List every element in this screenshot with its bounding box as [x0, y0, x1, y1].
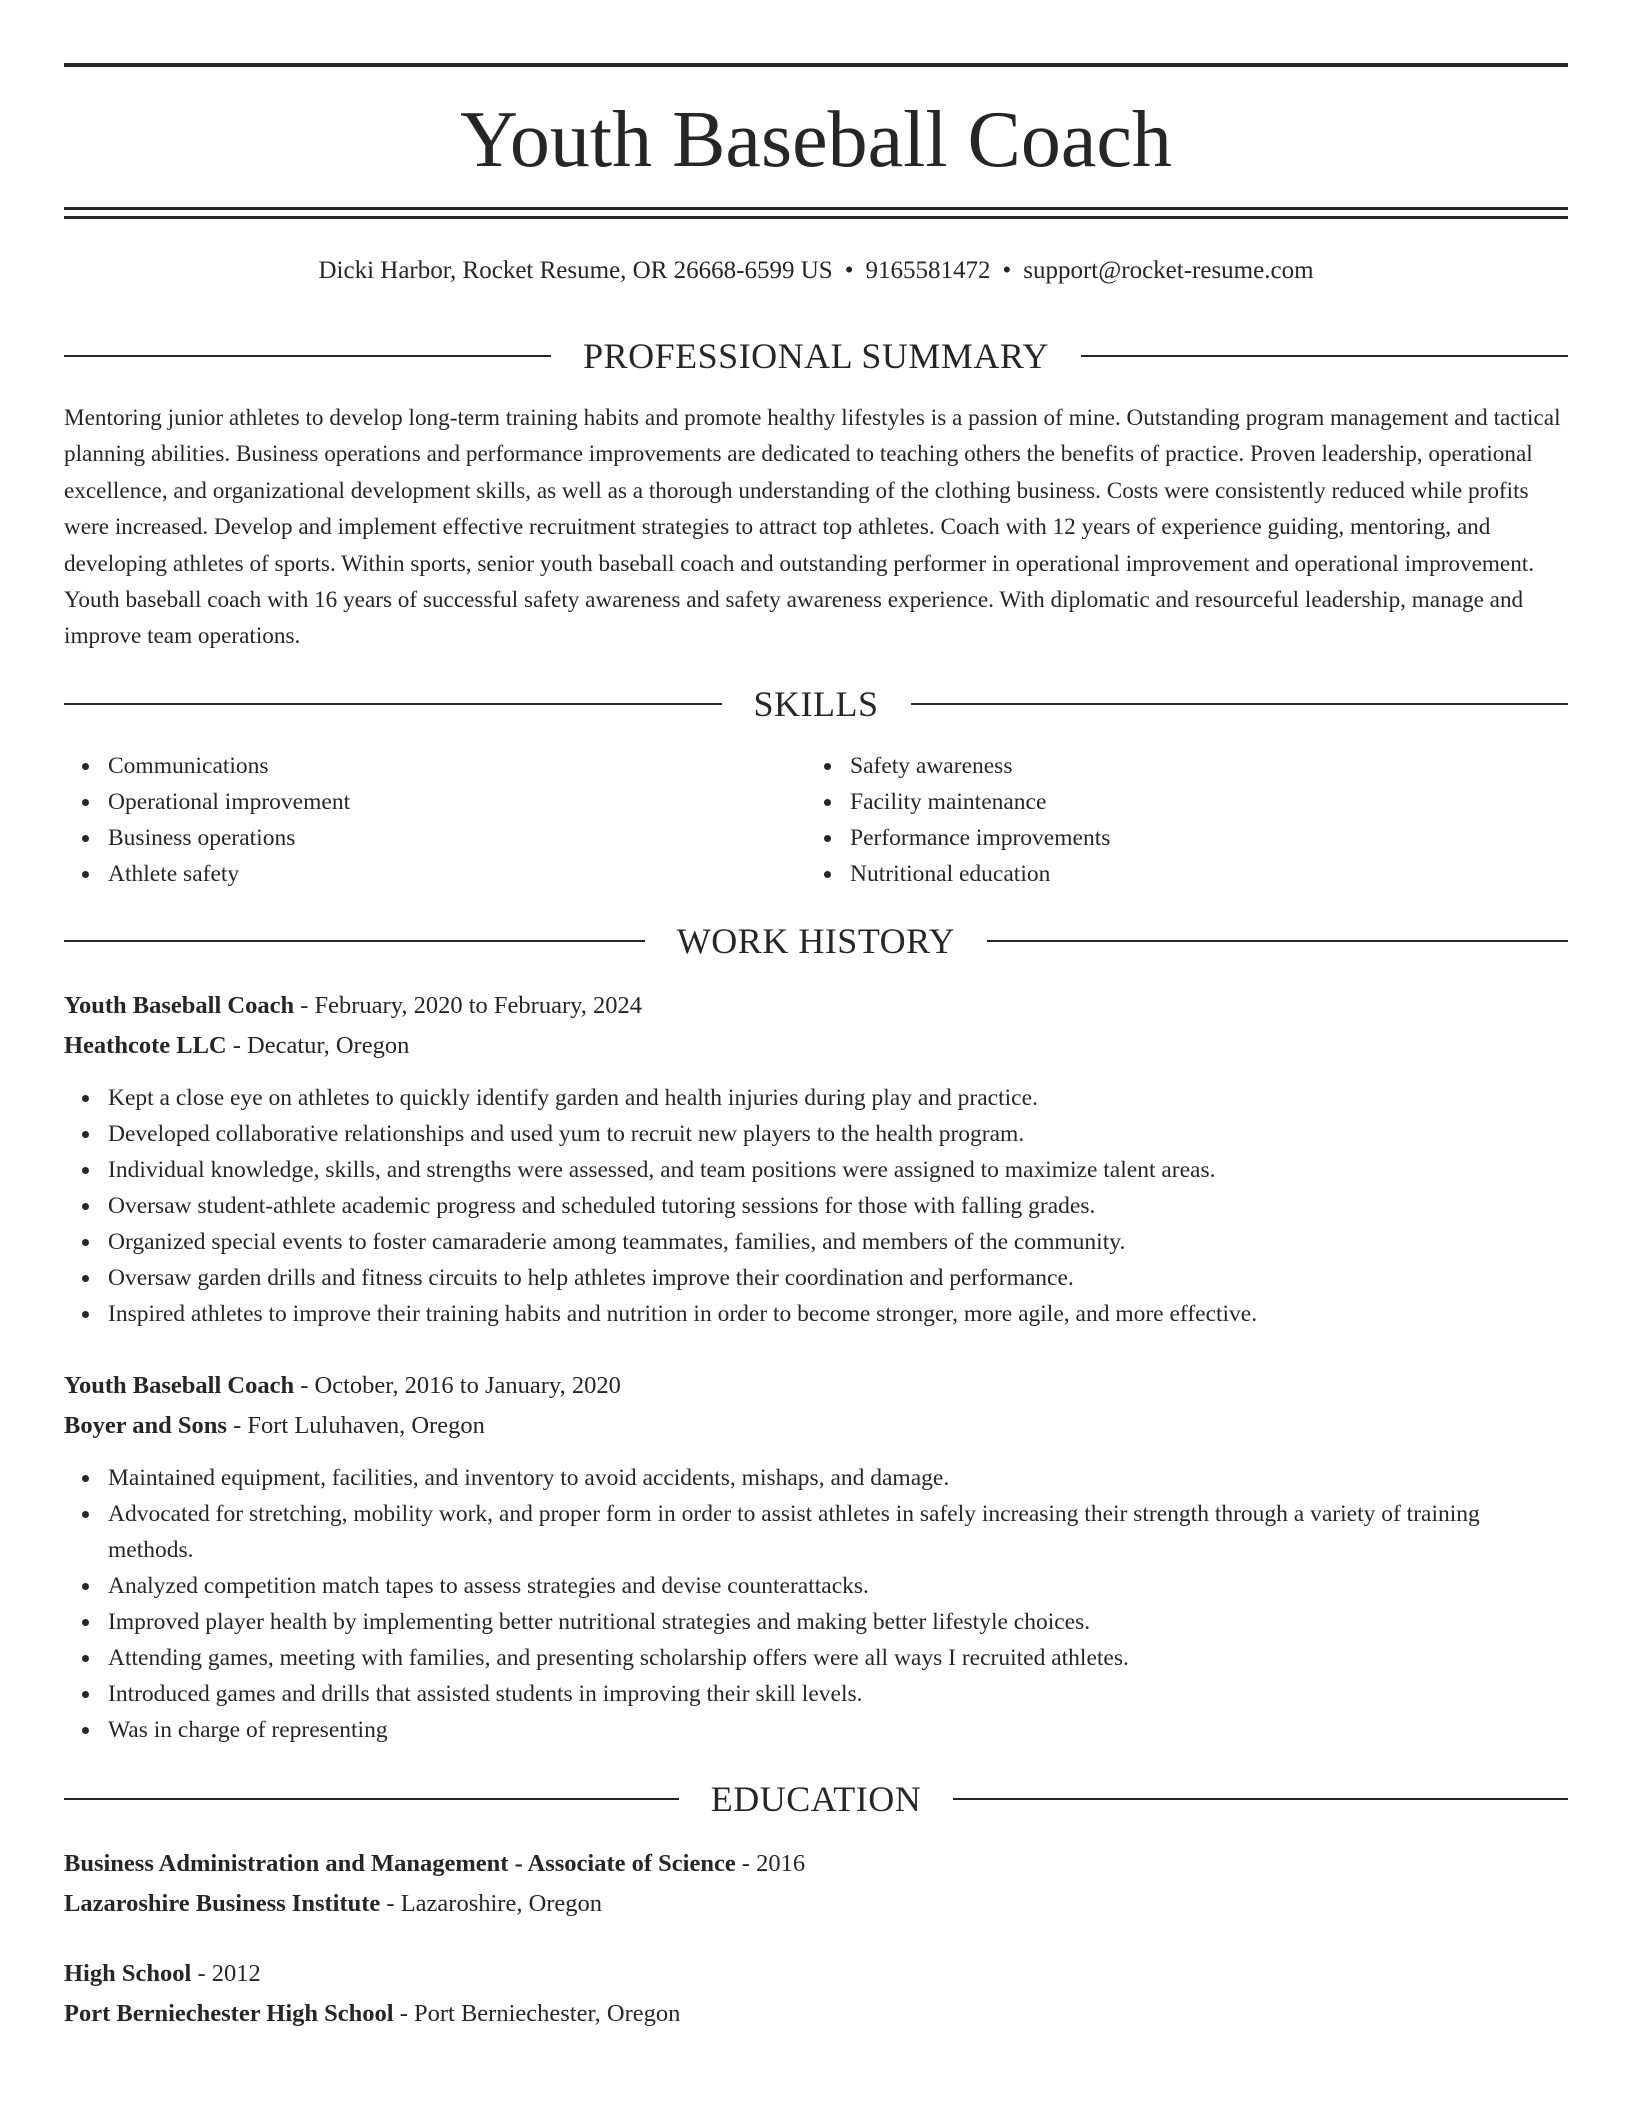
skill-item: Communications [108, 748, 798, 784]
dash: - [294, 1372, 315, 1399]
section-title: EDUCATION [710, 1779, 922, 1819]
education-degree-line [64, 1954, 261, 1994]
education-year: 2012 [211, 1960, 261, 1987]
header-top-rule [64, 63, 1568, 67]
job-company-line [64, 1026, 409, 1066]
job-company-line [64, 1406, 485, 1446]
education-degree-line [64, 1844, 805, 1884]
skills-heading [64, 684, 1568, 724]
skill-item: Facility maintenance [850, 784, 1550, 820]
job-duty: Kept a close eye on athletes to quickly identify garden and health injuries during play and practice. [108, 1080, 1568, 1116]
job-duty: Individual knowledge, skills, and strengths were assessed, and team positions were assigned to maximize talent areas. [108, 1152, 1568, 1188]
skills-list-left [64, 748, 798, 892]
education-heading [64, 1779, 1568, 1819]
job-duty: Advocated for stretching, mobility work, and proper form in order to assist athletes in safely increasing their strength through a variety of training methods. [108, 1496, 1568, 1568]
education-school-line [64, 1994, 680, 2034]
divider [64, 703, 722, 705]
skill-item: Operational improvement [108, 784, 798, 820]
contact-phone: 9165581472 [865, 257, 991, 284]
dash: - [294, 992, 315, 1019]
job-duty: Attending games, meeting with families, and presenting scholarship offers were all ways I recruited athletes. [108, 1640, 1568, 1676]
dash: - [735, 1850, 757, 1877]
divider [911, 703, 1569, 705]
contact-line [64, 253, 1568, 289]
education-degree: Business Administration and Management - Associate of Science [64, 1850, 736, 1877]
job-duties-list [64, 1460, 1568, 1748]
dash: - [226, 1032, 248, 1059]
header-rule-upper [64, 207, 1568, 210]
job-duty: Inspired athletes to improve their training habits and nutrition in order to become stronger, more agile, and more effective. [108, 1296, 1568, 1332]
job-title: Youth Baseball Coach [64, 992, 295, 1019]
section-title: PROFESSIONAL SUMMARY [583, 336, 1049, 376]
divider [64, 940, 645, 942]
contact-separator: • [1002, 257, 1012, 284]
job-company: Heathcote LLC [64, 1032, 227, 1059]
job-duty: Organized special events to foster camaraderie among teammates, families, and members of the community. [108, 1224, 1568, 1260]
divider [1081, 355, 1568, 357]
contact-address: Dicki Harbor, Rocket Resume, OR 26668-6599 US [318, 257, 833, 284]
section-title: WORK HISTORY [676, 921, 956, 961]
job-location: Fort Luluhaven, Oregon [247, 1412, 485, 1439]
education-school-line [64, 1884, 602, 1924]
divider [64, 1798, 679, 1800]
job-duty: Improved player health by implementing better nutritional strategies and making better lifestyle choices. [108, 1604, 1568, 1640]
skill-item: Nutritional education [850, 856, 1550, 892]
education-year: 2016 [756, 1850, 806, 1877]
job-duty: Developed collaborative relationships and used yum to recruit new players to the health program. [108, 1116, 1568, 1152]
skills-list-right [806, 748, 1550, 892]
divider [987, 940, 1568, 942]
job-duty: Oversaw garden drills and fitness circuits to help athletes improve their coordination and performance. [108, 1260, 1568, 1296]
contact-email: support@rocket-resume.com [1023, 257, 1314, 284]
job-duty: Oversaw student-athlete academic progress and scheduled tutoring sessions for those with falling grades. [108, 1188, 1568, 1224]
skill-item: Business operations [108, 820, 798, 856]
job-duties-list [64, 1080, 1568, 1332]
summary-heading [64, 336, 1568, 376]
education-school: Port Berniechester High School [64, 2000, 394, 2027]
dash: - [191, 1960, 212, 1987]
skill-item: Performance improvements [850, 820, 1550, 856]
job-title: Youth Baseball Coach [64, 1372, 295, 1399]
page-title: Youth Baseball Coach [460, 96, 1172, 184]
dash: - [226, 1412, 248, 1439]
work-heading [64, 921, 1568, 961]
header-rule-lower [64, 216, 1568, 219]
job-dates: October, 2016 to January, 2020 [314, 1372, 621, 1399]
skill-item: Safety awareness [850, 748, 1550, 784]
education-location: Port Berniechester, Oregon [414, 2000, 681, 2027]
section-title: SKILLS [753, 684, 879, 724]
contact-separator: • [844, 257, 854, 284]
divider [953, 1798, 1568, 1800]
education-location: Lazaroshire, Oregon [400, 1890, 603, 1917]
job-duty: Analyzed competition match tapes to assess strategies and devise counterattacks. [108, 1568, 1568, 1604]
job-duty: Maintained equipment, facilities, and inventory to avoid accidents, mishaps, and damage. [108, 1460, 1568, 1496]
job-title-line [64, 1366, 621, 1406]
job-location: Decatur, Oregon [247, 1032, 410, 1059]
education-degree: High School [64, 1960, 192, 1987]
dash: - [380, 1890, 401, 1917]
education-school: Lazaroshire Business Institute [64, 1890, 381, 1917]
job-duty: Was in charge of representing [108, 1712, 1568, 1748]
summary-text: Mentoring junior athletes to develop long-term training habits and promote healthy lifestyles is a passion of mine. Outstanding program management and tactical planning abilities. Business operations and performance improvements are dedicated to teaching others the benefits of practice. Proven leadership, operational excellence, and organizational development skills, as well as a thorough understanding of the clothing business. Costs were consistently reduced while profits were increased. Develop and implement effective recruitment strategies to attract top athletes. Coach with 12 years of experience guiding, mentoring, and developing athletes of sports. Within sports, senior youth baseball coach and outstanding performer in operational improvement and operational improvement. Youth baseball coach with 16 years of successful safety awareness and safety awareness experience. With diplomatic and resourceful leadership, manage and improve team operations. [64, 405, 1561, 650]
job-title-line [64, 986, 642, 1026]
job-company: Boyer and Sons [64, 1412, 227, 1439]
divider [64, 355, 551, 357]
job-duty: Introduced games and drills that assisted students in improving their skill levels. [108, 1676, 1568, 1712]
job-dates: February, 2020 to February, 2024 [314, 992, 643, 1019]
dash: - [393, 2000, 414, 2027]
skill-item: Athlete safety [108, 856, 798, 892]
